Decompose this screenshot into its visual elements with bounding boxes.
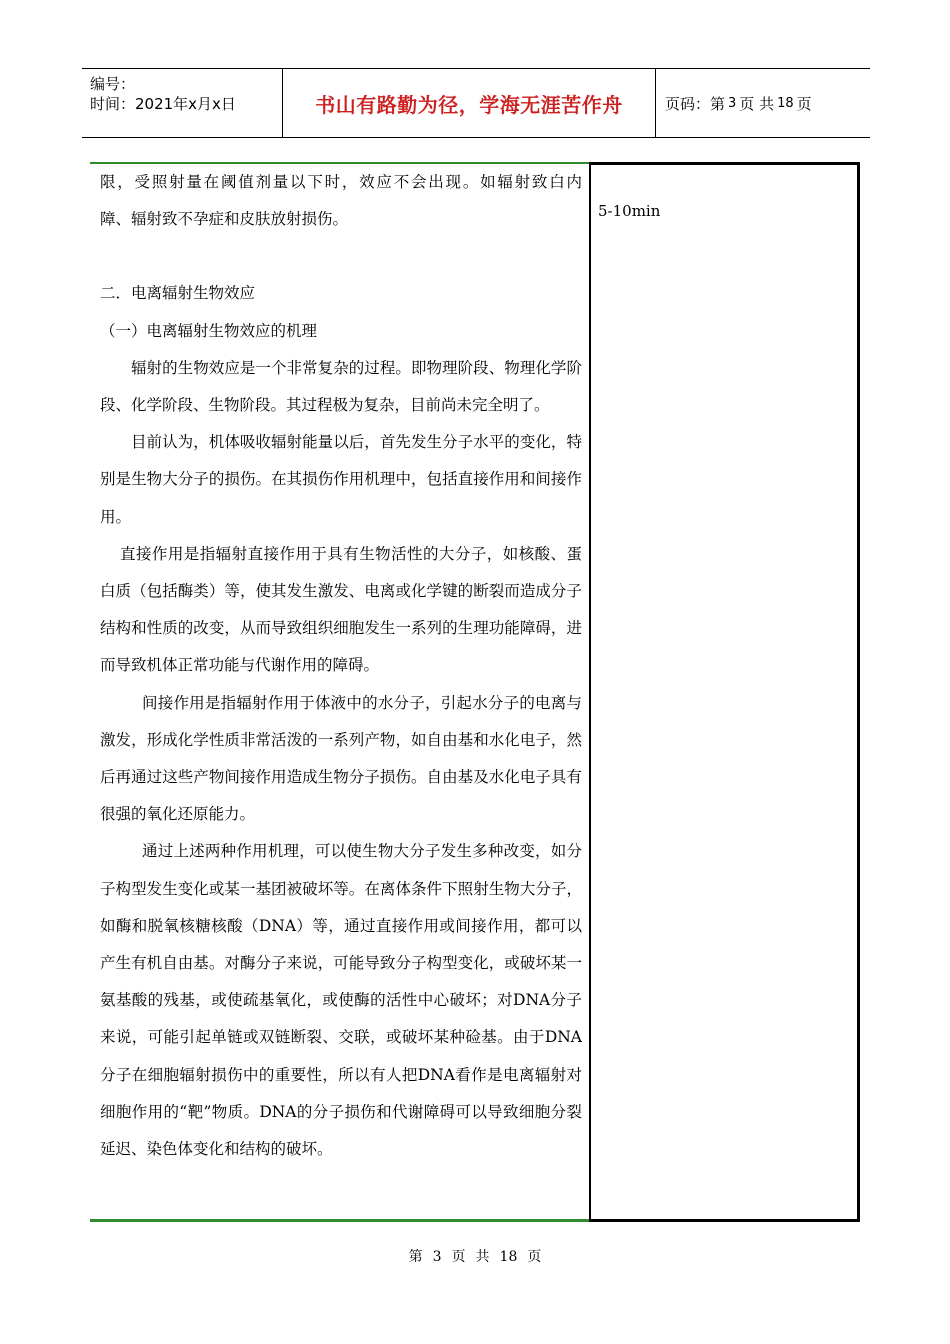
paragraph-1-line-2: 障、辐射致不孕症和皮肤放射损伤。 xyxy=(100,210,349,229)
header-page-indicator xyxy=(665,69,812,137)
code-label: 编号： xyxy=(90,75,136,93)
content-table xyxy=(90,162,860,1222)
page-prefix: 页码：第 xyxy=(665,94,726,113)
top-rule-right xyxy=(589,162,860,165)
bottom-rule-left xyxy=(90,1219,590,1222)
blank-line xyxy=(100,238,582,275)
paragraph-3: 目前认为，机体吸收辐射能量以后，首先发生分子水平的变化，特别是生物大分子的损伤。在其损伤作用机理中，包括直接作用和间接作用。 xyxy=(100,433,582,526)
footer-middle1: 页 xyxy=(451,1249,466,1265)
page-header xyxy=(82,68,870,138)
page-suffix: 页 xyxy=(796,94,812,113)
time-label: 时间：2021年x月x日 xyxy=(90,95,236,113)
subsection-heading: （一）电离辐射生物效应的机理 xyxy=(100,321,318,340)
paragraph-2: 辐射的生物效应是一个非常复杂的过程。即物理阶段、物理化学阶段、化学阶段、生物阶段。其过程极为复杂，目前尚未完全明了。 xyxy=(100,358,582,415)
header-divider-right xyxy=(655,69,656,137)
footer-current: 3 xyxy=(432,1249,442,1265)
column-divider xyxy=(589,162,591,1222)
right-border xyxy=(857,162,860,1222)
page-middle: 页 共 xyxy=(739,94,775,113)
paragraph-4: 直接作用是指辐射直接作用于具有生物活性的大分子，如核酸、蛋白质（包括酶类）等，使其发生激发、电离或化学键的断裂而造成分子结构和性质的改变，从而导致组织细胞发生一系列的生理功能障碍，进而导致机体正常功能与代谢作用的障碍。 xyxy=(100,544,582,675)
footer-prefix: 第 xyxy=(408,1249,423,1265)
page-current: 3 xyxy=(728,95,737,111)
page-total: 18 xyxy=(777,95,794,111)
header-meta xyxy=(82,69,282,137)
paragraph-1-line-1: 限，受照射量在阈值剂量以下时，效应不会出现。如辐射致白内 xyxy=(100,173,582,191)
main-text xyxy=(100,164,582,1168)
bottom-rule-right xyxy=(589,1219,860,1222)
footer-middle2: 共 xyxy=(475,1249,490,1265)
section-heading: 二．电离辐射生物效应 xyxy=(100,284,256,303)
footer-suffix: 页 xyxy=(527,1249,542,1265)
footer-total: 18 xyxy=(499,1249,518,1265)
paragraph-6: 通过上述两种作用机理，可以使生物大分子发生多种改变，如分子构型发生变化或某一基团被破坏等。在离体条件下照射生物大分子，如酶和脱氧核糖核酸（DNA）等，通过直接作用或间接作用，都可以产生有机自由基。对酶分子来说，可能导致分子构型变化，或破坏某一氨基酸的残基，或使疏基氧化，或使酶的活性中心破坏；对DNA分子来说，可能引起单链或双链断裂、交联，或破坏某种硷基。由于DNA分子在细胞辐射损伤中的重要性，所以有人把DNA看作是电离辐射对细胞作用的“靶”物质。DNA的分子损伤和代谢障碍可以导致细胞分裂延迟、染色体变化和结构的破坏。 xyxy=(100,842,582,1159)
header-motto: 书山有路勤为径，学海无涯苦作舟 xyxy=(315,92,623,117)
page-footer xyxy=(0,1246,950,1266)
time-note: 5-10min xyxy=(598,202,661,220)
paragraph-5: 间接作用是指辐射作用于体液中的水分子，引起水分子的电离与激发，形成化学性质非常活泼的一系列产物，如自由基和水化电子，然后再通过这些产物间接作用造成生物分子损伤。自由基及水化电子具有很强的氧化还原能力。 xyxy=(100,693,582,824)
